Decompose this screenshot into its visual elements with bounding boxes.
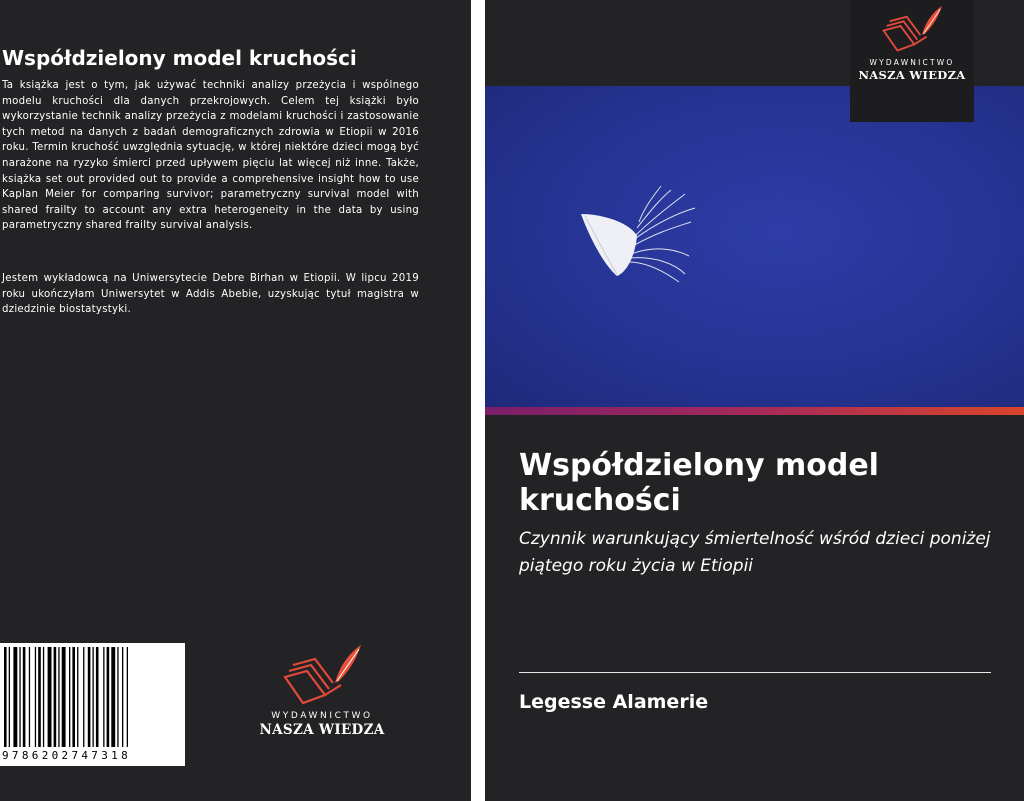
back-cover-description: Ta książka jest o tym, jak używać techniki analizy przeżycia i wspólnego modelu kruchości dla danych przekrojowych. Celem tej książki było wykorzystanie technik analizy przeżycia z modelami kruchości i zastosowanie tych metod na danych z badań demograficznych zdrowia w Etiopii w 2016 roku. Termin kruchość uwzględnia sytuację, w której niektóre dzieci mogą być narażone na ryzyko śmierci przed upływem pięciu lat więcej niż inne. Także, książka set out provided out to provide a comprehensive insight how to use Kaplan Meier for comparing survivor; parametryczny survival model with shared frailty to account any extra heterogeneity in the data by using parametryczny shared frailty survival analysis.	[2, 80, 419, 232]
barcode-bar	[23, 647, 26, 747]
publisher-label-name: NASZA WIEDZA	[259, 722, 385, 738]
barcode-bar	[77, 647, 78, 747]
book-with-quill-icon	[879, 2, 945, 56]
barcode-bar	[93, 647, 94, 747]
publisher-label-top: WYDAWNICTWO	[271, 711, 373, 721]
barcode-bar	[38, 647, 41, 747]
barcode-bar	[127, 647, 128, 747]
back-cover-title: Współdzielony model kruchości	[2, 46, 357, 70]
barcode-bar	[103, 647, 104, 747]
accent-band	[485, 407, 1024, 415]
isbn-barcode	[0, 643, 185, 766]
publisher-logo-box	[850, 0, 974, 122]
isbn-digits: 9786202747318	[2, 749, 131, 762]
barcode-bar	[13, 647, 17, 747]
barcode-bar	[4, 647, 7, 747]
front-cover-author: Legesse Alamerie	[519, 691, 709, 713]
publisher-logo-front	[850, 28, 974, 82]
barcode-bar	[107, 647, 110, 747]
barcode-bar	[43, 647, 44, 747]
back-cover	[0, 0, 471, 801]
feather-illustration	[485, 86, 1024, 410]
barcode-bar	[122, 647, 123, 747]
barcode-bar	[54, 647, 57, 747]
barcode-bar	[111, 647, 115, 747]
barcode-bar	[83, 647, 84, 747]
barcode-bar	[58, 647, 59, 747]
barcode-bar	[9, 647, 10, 747]
publisher-logo-back	[252, 641, 392, 738]
barcode-bar	[35, 647, 36, 747]
barcode-bar	[69, 647, 70, 747]
barcode-bar	[19, 647, 20, 747]
book-with-quill-icon	[279, 641, 365, 709]
barcode-bar	[62, 647, 66, 747]
barcode-bar	[48, 647, 52, 747]
publisher-label-top: WYDAWNICTWO	[869, 58, 955, 67]
feather-image	[485, 86, 1024, 410]
barcode-bar	[72, 647, 75, 747]
front-cover	[485, 0, 1024, 801]
publisher-label-name: NASZA WIEDZA	[858, 68, 966, 82]
barcode-bar	[29, 647, 30, 747]
divider	[519, 672, 991, 673]
front-cover-title: Współdzielony model kruchości	[519, 448, 879, 518]
barcode-bars	[0, 647, 185, 755]
barcode-bar	[96, 647, 99, 747]
front-cover-subtitle: Czynnik warunkujący śmiertelność wśród dzieci poniżej piątego roku życia w Etiopii	[519, 529, 991, 576]
barcode-bar	[117, 647, 118, 747]
back-cover-author-bio: Jestem wykładowcą na Uniwersytecie Debre Birhan w Etiopii. W lipcu 2019 roku ukończyłam Uniwersytet w Addis Abebie, uzyskując tytuł magistra w dziedzinie biostatystyki.	[2, 273, 419, 316]
barcode-bar	[88, 647, 91, 747]
cover-gap	[471, 0, 485, 801]
